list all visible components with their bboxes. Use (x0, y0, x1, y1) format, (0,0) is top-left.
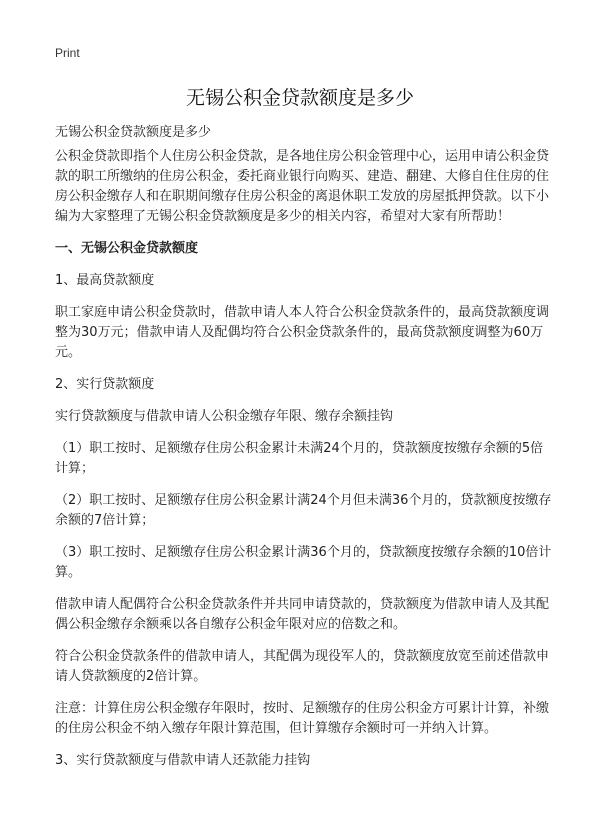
list-item: （2）职工按时、足额缴存住房公积金累计满24个月但未满36个月的，贷款额度按缴存余额的7倍计算； (55, 493, 552, 528)
military-spouse-paragraph: 符合公积金贷款条件的借款申请人，其配偶为现役军人的，贷款额度放宽至前述借款申请人贷款额度的2倍计算。 (55, 649, 550, 684)
intro-paragraph: 公积金贷款即指个人住房公积金贷款，是各地住房公积金管理中心，运用申请公积金贷款的职工所缴纳的住房公积金，委托商业银行向购买、建造、翻建、大修自住住房的住房公积金缴存人和在职期间缴存住房公积金的离退休职工发放的房屋抵押贷款。以下小编为大家整理了无锡公积金贷款额度是多少的相关内容，希望对大家有所帮助！ (55, 149, 550, 224)
list-item: （3）职工按时、足额缴存住房公积金累计满36个月的，贷款额度按缴存余额的10倍计算。 (55, 545, 552, 580)
subheading-repayment-capacity: 3、实行贷款额度与借款申请人还款能力挂钩 (55, 753, 311, 768)
spouse-paragraph: 借款申请人配偶符合公积金贷款条件并共同申请贷款的，贷款额度为借款申请人及其配偶公积金缴存余额乘以各自缴存公积金年限对应的倍数之和。 (55, 597, 550, 632)
subheading-actual-limit: 2、实行贷款额度 (55, 377, 155, 392)
max-limit-paragraph: 职工家庭申请公积金贷款时，借款申请人本人符合公积金贷款条件的，最高贷款额度调整为30万元；借款申请人及配偶均符合公积金贷款条件的，最高贷款额度调整为60万元。 (55, 305, 550, 360)
list-item: （1）职工按时、足额缴存住房公积金累计未满24个月的，贷款额度按缴存余额的5倍计算； (55, 441, 544, 476)
section-heading-loan-limit: 一、无锡公积金贷款额度 (55, 241, 199, 256)
subheading-max-limit: 1、最高贷款额度 (55, 273, 155, 288)
document-subtitle: 无锡公积金贷款额度是多少 (55, 125, 212, 140)
page-title: 无锡公积金贷款额度是多少 (185, 87, 414, 109)
print-link[interactable]: Print (55, 46, 80, 60)
actual-limit-intro: 实行贷款额度与借款申请人公积金缴存年限、缴存余额挂钩 (55, 409, 394, 424)
note-paragraph: 注意：计算住房公积金缴存年限时，按时、足额缴存的住房公积金方可累计计算，补缴的住房公积金不纳入缴存年限计算范围，但计算缴存余额时可一并纳入计算。 (55, 701, 550, 736)
document-body (55, 147, 555, 783)
